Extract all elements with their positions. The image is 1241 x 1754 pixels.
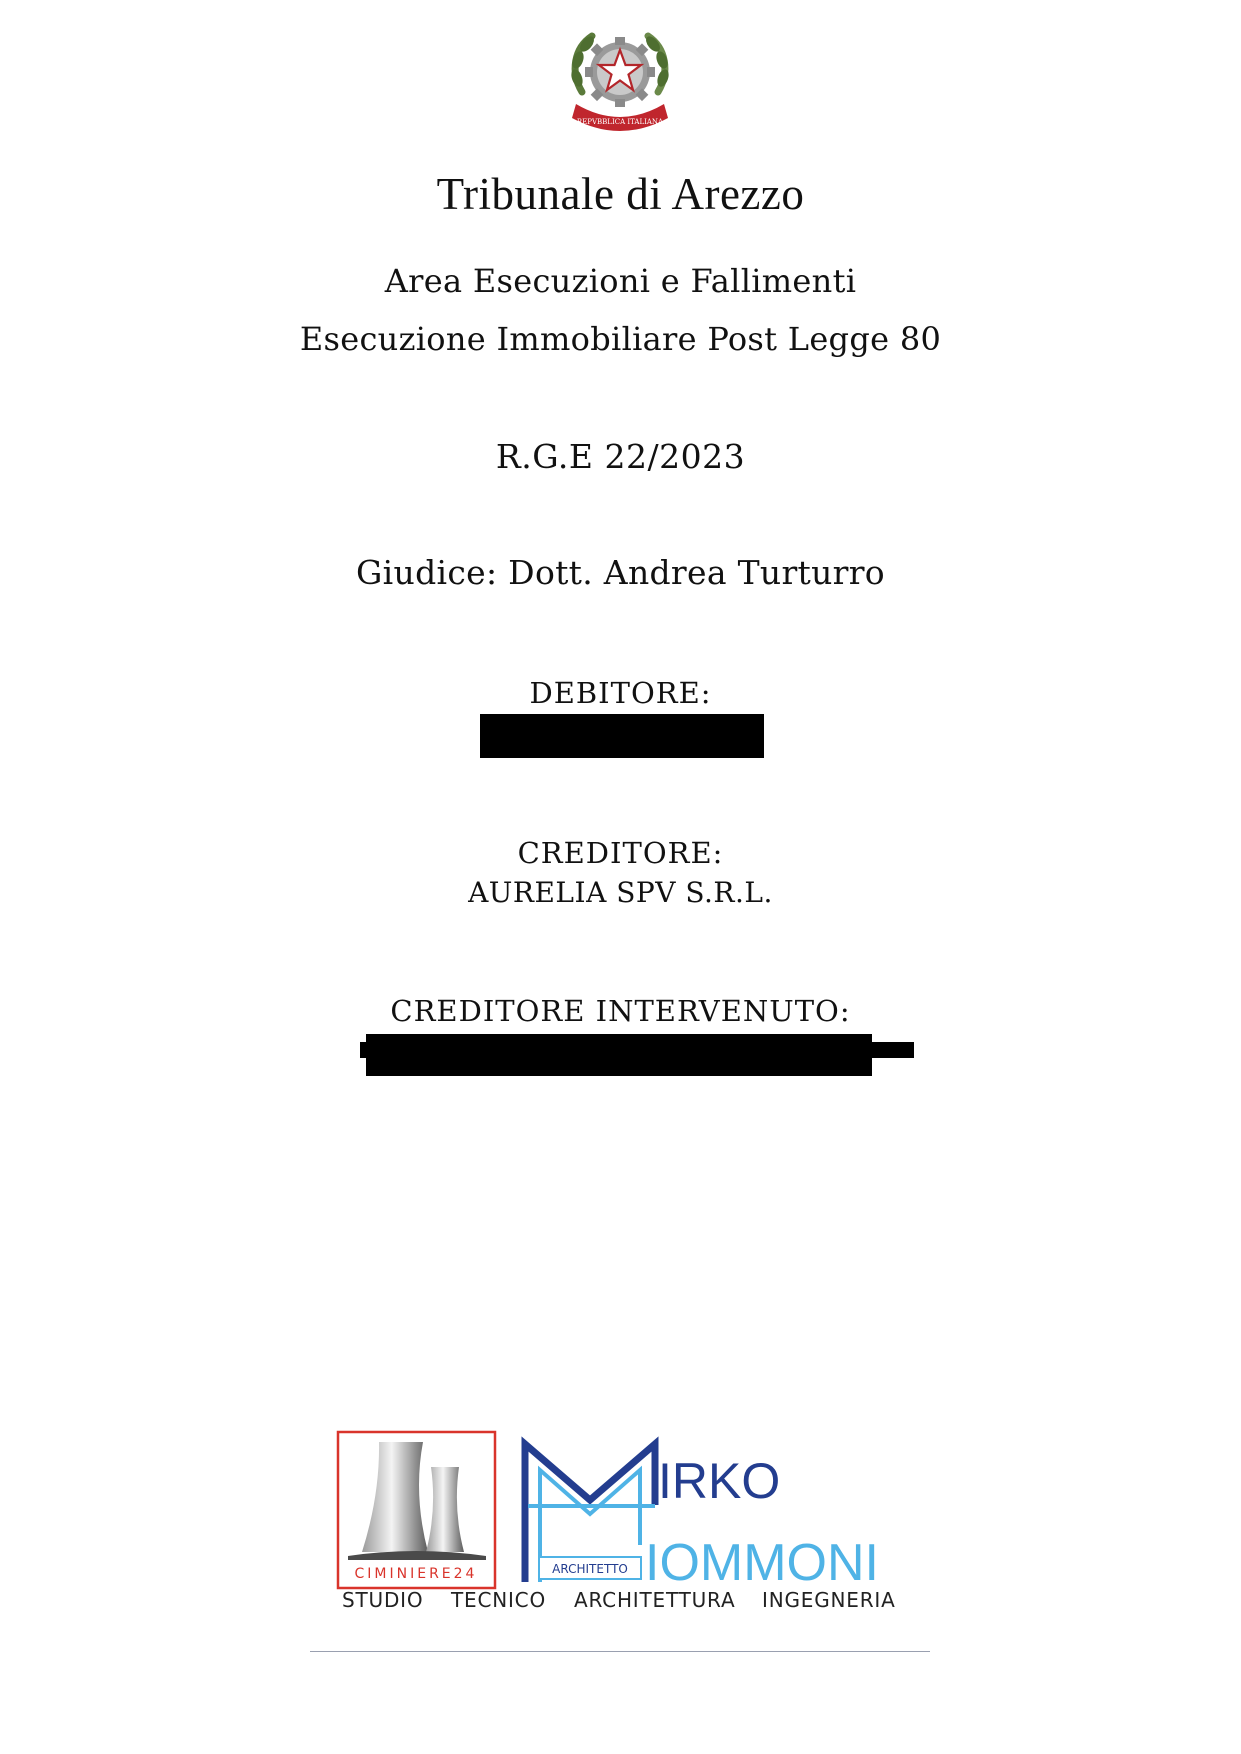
footer-divider (310, 1651, 930, 1652)
studio-word-4: INGEGNERIA (762, 1588, 896, 1612)
studio-word-2: TECNICO (451, 1588, 546, 1612)
intervening-creditor-label: CREDITORE INTERVENUTO: (390, 994, 851, 1028)
studio-word-3: ARCHITETTURA (574, 1588, 736, 1612)
ciminiere24-logo (338, 1432, 495, 1588)
emblem-ribbon-text: REPVBBLICA ITALIANA (576, 118, 664, 126)
debtor-label: DEBITORE: (529, 676, 712, 710)
creditor-label: CREDITORE: (517, 836, 724, 870)
architect-first-name: IRKO (658, 1453, 781, 1509)
court-title: Tribunale di Arezzo (436, 169, 805, 219)
studio-word-1: STUDIO (342, 1588, 424, 1612)
architect-tag: ARCHITETTO (552, 1562, 628, 1576)
judge-name: Giudice: Dott. Andrea Turturro (356, 553, 885, 592)
case-number: R.G.E 22/2023 (495, 437, 746, 476)
creditor-value: AURELIA SPV S.R.L. (468, 876, 773, 909)
area-subtitle: Area Esecuzioni e Fallimenti (384, 262, 857, 300)
mirko-giommoni-logo (525, 1444, 879, 1592)
ciminiere24-logo-text: CIMINIERE24 (354, 1566, 478, 1582)
architect-last-name: IOMMONI (645, 1534, 879, 1592)
procedure-subtitle: Esecuzione Immobiliare Post Legge 80 (299, 320, 942, 358)
